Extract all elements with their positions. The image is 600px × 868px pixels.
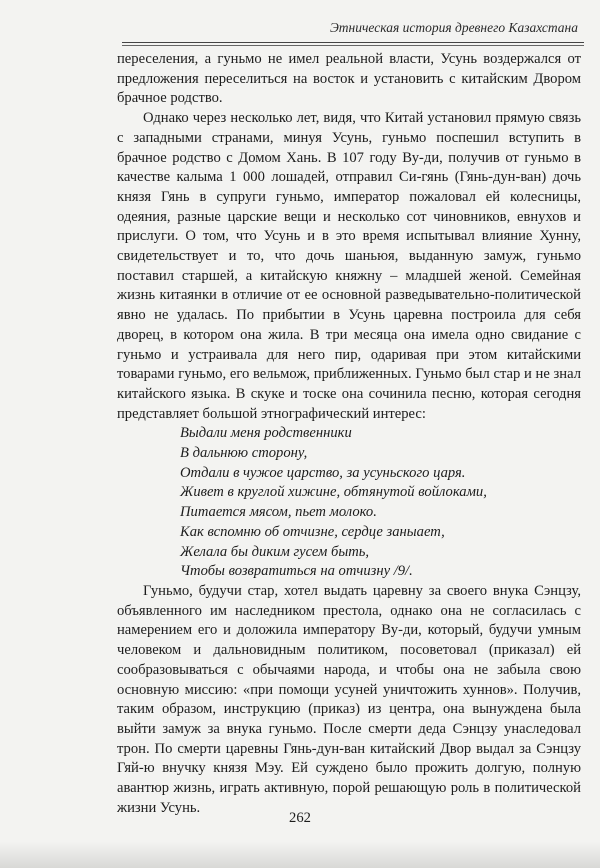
poem-line: Живет в круглой хижине, обтянутой войлоками, — [180, 484, 487, 501]
poem — [180, 424, 581, 582]
poem-line: В дальнюю сторону, — [180, 445, 308, 462]
poem-line: Чтобы возвратиться на отчизну /9/. — [180, 563, 413, 580]
poem-line: Желала бы диким гусем быть, — [180, 543, 370, 560]
poem-line: Питается мясом, пьет молоко. — [180, 504, 377, 521]
paragraph-marriage: Однако через несколько лет, видя, что Китай установил прямую связь с западными странами, минуя Усунь, гуньмо поспешил вступить в брачное родство с Домом Хань. В 107 году Ву-ди, получив от гуньмо в качестве калыма 1 000 лошадей, отправил Си-гянь (Гянь-дун-ван) дочь князя Гянь в супруги гуньмо, император пожаловал ей колесницы, одеяния, разные царские вещи и несколько сот чиновников, евнухов и прислуги. О том, что Усунь и в это время испытывал влияние Хунну, свидетельствует и то, что дочь шаньюя, выданную замуж, гуньмо поставил старшей, а китайскую княжну – младшей женой. Семейная жизнь китаянки в отличие от ее основной разведывательно-политической явно не удалась. По прибытии в Усунь царевна построила для себя дворец, в котором она жила. В три месяца она имела одно свидание с гуньмо и устраивала для него пир, одаривая при этом китайскими товарами гуньмо, его вельмож, приближенных. Гуньмо был стар и не знал китайского языка. В скуке и тоске она сочинила песню, которая сегодня представляет большой этнографический интерес: — [117, 110, 581, 422]
page-body — [117, 50, 581, 818]
poem-line: Отдали в чужое царство, за усуньского царя. — [180, 464, 466, 481]
poem-line: Выдали меня родственники — [180, 425, 352, 442]
page-number: 262 — [289, 810, 311, 826]
paragraph-succession: Гуньмо, будучи стар, хотел выдать царевну за своего внука Сэнцзу, объявленного им наследником престола, однако она не согласилась с намерением его и доложила императору Ву-ди, который, будучи умным человеком и дальновидным политиком, посоветовал (приказал) ей сообразовываться с обычаями народа, и чтобы она не забыла свою основную миссию: «при помощи усуней уничтожить хуннов». Получив, таким образом, инструкцию (приказ) из центра, она вынуждена была выйти замуж за внука гуньмо. После смерти деда Сэнцзу унаследовал трон. По смерти царевны Гянь-дун-ван китайский Двор выдал за Сэнцзу Гяй-ю внучку князя Мэу. Ей суждено было прожить долгую, полную авантюр жизнь, играть активную, порой решающую роль в политической жизни Усунь. — [117, 582, 581, 816]
page-bottom-edge — [0, 842, 600, 868]
paragraph-continuation: переселения, а гуньмо не имел реальной власти, Усунь воздержался от предложения переселиться на восток и установить с китайским Двором брачное родство. — [117, 51, 581, 107]
header-rule — [122, 42, 584, 43]
running-header: Этническая история древнего Казахстана — [329, 20, 578, 35]
header-rule-second — [122, 45, 584, 46]
poem-line: Как вспомню об отчизне, сердце заныает, — [180, 523, 445, 540]
